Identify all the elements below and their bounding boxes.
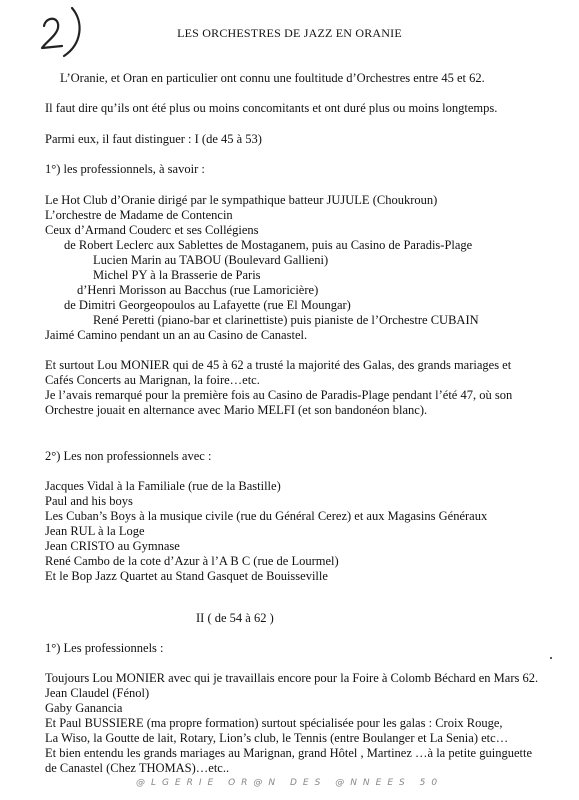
text-line: d’Henri Morisson au Bacchus (rue Lamoricière) [77, 283, 319, 297]
text-line: Le Hot Club d’Oranie dirigé par le sympathique batteur JUJULE (Choukroun) [45, 193, 438, 207]
text-line: Lucien Marin au TABOU (Boulevard Gallieni) [93, 253, 329, 267]
text-line: Les Cuban’s Boys à la musique civile (rue du Général Cerez) et aux Magasins Généraux [45, 509, 488, 523]
text-line: Paul and his boys [45, 494, 133, 508]
text-line: 1°) Les professionnels : [45, 641, 164, 655]
text-line: Orchestre jouait en alternance avec Mario MELFI (et son bandonéon blanc). [45, 403, 428, 417]
footer-watermark: @LGERIE OR@N DES @NNEES 50 [135, 778, 444, 788]
ink-speck [550, 657, 552, 659]
text-line: Cafés Concerts au Marignan, la foire…etc. [45, 373, 260, 387]
document-title: LES ORCHESTRES DE JAZZ EN ORANIE [177, 26, 402, 40]
text-line: Et bien entendu les grands mariages au Marignan, grand Hôtel , Martinez …à la petite guinguette [45, 746, 532, 760]
text-line: Jean CRISTO au Gymnase [45, 539, 180, 553]
text-line: Michel PY à la Brasserie de Paris [93, 268, 261, 282]
text-line: 1°) les professionnels, à savoir : [45, 162, 205, 176]
text-line: de Canastel (Chez THOMAS)…etc.. [45, 761, 230, 775]
text-line: Gaby Ganancia [45, 701, 123, 715]
text-line: de Dimitri Georgeopoulos au Lafayette (rue El Moungar) [64, 298, 351, 312]
text-line: René Cambo de la cote d’Azur à l’A B C (rue de Lourmel) [45, 554, 339, 568]
text-line: Toujours Lou MONIER avec qui je travaillais encore pour la Foire à Colomb Béchard en Mars 62. [45, 671, 539, 685]
text-line: L’orchestre de Madame de Contencin [45, 208, 233, 222]
text-line: Il faut dire qu’ils ont été plus ou moins concomitants et ont duré plus ou moins longtemps. [45, 101, 498, 115]
text-line: Jean RUL à la Loge [45, 524, 145, 538]
text-line: Et Paul BUSSIERE (ma propre formation) surtout spécialisée pour les galas : Croix Rouge, [45, 716, 503, 730]
text-line: Ceux d’Armand Couderc et ses Collégiens [45, 223, 259, 237]
text-line: Je l’avais remarqué pour la première fois au Casino de Paradis-Plage pendant l’été 47, où son [45, 388, 513, 402]
text-line: Jean Claudel (Fénol) [45, 686, 150, 700]
text-line: La Wiso, la Goutte de lait, Rotary, Lion’s club, le Tennis (entre Boulanger et La Senia) etc… [45, 731, 509, 745]
text-line: Jacques Vidal à la Familiale (rue de la Bastille) [45, 479, 281, 493]
text-line: Jaimé Camino pendant un an au Casino de Canastel. [45, 328, 308, 342]
section-heading: II ( de 54 à 62 ) [196, 611, 274, 625]
text-line: Et surtout Lou MONIER qui de 45 à 62 a trusté la majorité des Galas, des grands mariages et [45, 358, 512, 372]
text-line: René Peretti (piano-bar et clarinettiste) puis pianiste de l’Orchestre CUBAIN [93, 313, 479, 327]
text-line: de Robert Leclerc aux Sablettes de Mostaganem, puis au Casino de Paradis-Plage [64, 238, 473, 252]
text-line: Et le Bop Jazz Quartet au Stand Gasquet de Bouisseville [45, 569, 328, 583]
text-line: Parmi eux, il faut distinguer : I (de 45 à 53) [45, 132, 262, 146]
text-line: 2°) Les non professionnels avec : [45, 449, 212, 463]
text-line: L’Oranie, et Oran en particulier ont connu une foultitude d’Orchestres entre 45 et 62. [60, 71, 485, 85]
